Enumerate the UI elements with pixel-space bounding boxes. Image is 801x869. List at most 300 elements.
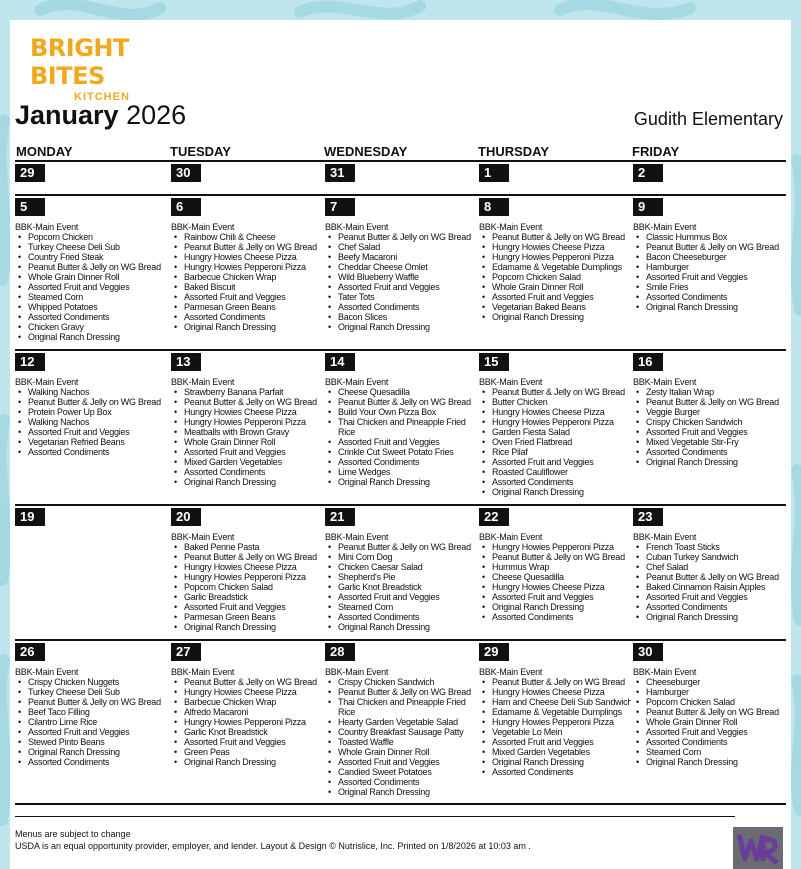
menu-item: • Hungry Howies Pepperoni Pizza: [171, 262, 323, 272]
event-label: BBK-Main Event: [479, 377, 543, 387]
menu-item: • Veggie Burger: [633, 407, 785, 417]
day-cell-friday: [631, 196, 785, 349]
menu-item: • Original Ranch Dressing: [479, 602, 631, 612]
menu-item: • Peanut Butter & Jelly on WG Bread: [171, 677, 323, 687]
menu-item: • Assorted Condiments: [633, 292, 785, 302]
day-menu: [479, 222, 631, 322]
day-menu: [479, 667, 631, 777]
brand-sub: KITCHEN: [74, 91, 130, 103]
day-number: 19: [15, 508, 45, 526]
menu-item: • Bacon Slices: [325, 312, 477, 322]
day-number: 5: [15, 198, 45, 216]
menu-item: • Peanut Butter & Jelly on WG Bread: [479, 387, 631, 397]
menu-item: • Assorted Fruit and Veggies: [171, 292, 323, 302]
menu-item: • Garden Fiesta Salad: [479, 427, 631, 437]
menu-item: • Whipped Potatoes: [15, 302, 167, 312]
menu-item: • Lime Wedges: [325, 467, 477, 477]
day-menu: [633, 532, 785, 622]
menu-item: • Beefy Macaroni: [325, 252, 477, 262]
day-number: 20: [171, 508, 201, 526]
event-label: BBK-Main Event: [325, 532, 389, 542]
menu-item: • Toasted Waffle: [325, 737, 477, 747]
menu-item: • Peanut Butter & Jelly on WG Bread: [15, 262, 167, 272]
event-label: BBK-Main Event: [171, 377, 235, 387]
menu-item: • Alfredo Macaroni: [171, 707, 323, 717]
menu-item: • Original Ranch Dressing: [171, 477, 323, 487]
day-number: 29: [479, 643, 509, 661]
menu-item: • Mixed Garden Vegetables: [171, 457, 323, 467]
menu-item: • Original Ranch Dressing: [325, 477, 477, 487]
menu-item: • Shepherd's Pie: [325, 572, 477, 582]
day-cell-monday: [15, 196, 169, 349]
menu-item-list: [633, 542, 785, 622]
menu-item: • Assorted Condiments: [15, 757, 167, 767]
day-number: 30: [171, 164, 201, 182]
footer-rule: [15, 816, 735, 817]
day-cell-wednesday: [323, 506, 477, 639]
event-label: BBK-Main Event: [633, 222, 697, 232]
day-number: 31: [325, 164, 355, 182]
menu-item-list: [15, 677, 167, 767]
day-menu: [171, 667, 323, 767]
day-number: 30: [633, 643, 663, 661]
menu-item: • Assorted Fruit and Veggies: [325, 592, 477, 602]
menu-item: • Wild Blueberry Waffle: [325, 272, 477, 282]
menu-item: • Rainbow Chili & Cheese: [171, 232, 323, 242]
menu-item: • Roasted Cauliflower: [479, 467, 631, 477]
menu-item: • Assorted Fruit and Veggies: [325, 282, 477, 292]
day-cell-tuesday: [169, 506, 323, 639]
menu-item-list: [171, 387, 323, 487]
menu-item: • Cuban Turkey Sandwich: [633, 552, 785, 562]
week-row: [15, 349, 786, 504]
menu-item: • Original Ranch Dressing: [479, 312, 631, 322]
menu-item: • Popcorn Chicken Salad: [479, 272, 631, 282]
menu-item: • Peanut Butter & Jelly on WG Bread: [325, 232, 477, 242]
day-cell-thursday: [477, 351, 631, 504]
menu-item: • Classic Hummus Box: [633, 232, 785, 242]
menu-item: • Hungry Howies Pepperoni Pizza: [479, 542, 631, 552]
week-row: [15, 639, 786, 804]
menu-item: • Chicken Gravy: [15, 322, 167, 332]
menu-item: • Original Ranch Dressing: [171, 622, 323, 632]
year: 2026: [126, 100, 187, 130]
weekday-monday: MONDAY: [16, 144, 73, 159]
day-menu: [171, 222, 323, 332]
menu-item: • Hamburger: [633, 262, 785, 272]
menu-item: • Country Breakfast Sausage Patty: [325, 727, 477, 737]
day-number: 12: [15, 353, 45, 371]
day-number: 7: [325, 198, 355, 216]
event-label: BBK-Main Event: [633, 377, 697, 387]
day-menu: [325, 222, 477, 332]
menu-item: • Assorted Fruit and Veggies: [171, 737, 323, 747]
menu-item: • Garlic Knot Breadstick: [171, 727, 323, 737]
menu-item: • Build Your Own Pizza Box: [325, 407, 477, 417]
menu-item: • Peanut Butter & Jelly on WG Bread: [15, 397, 167, 407]
day-number: 15: [479, 353, 509, 371]
menu-item: • Hungry Howies Cheese Pizza: [479, 242, 631, 252]
menu-item: • Peanut Butter & Jelly on WG Bread: [633, 242, 785, 252]
menu-item-list: [479, 232, 631, 322]
menu-item: • Assorted Condiments: [479, 612, 631, 622]
menu-item: • Hungry Howies Cheese Pizza: [479, 407, 631, 417]
menu-item: • Rice Pilaf: [479, 447, 631, 457]
menu-item: • Country Fried Steak: [15, 252, 167, 262]
menu-item: • Beef Taco Filling: [15, 707, 167, 717]
menu-item: • Cilantro Lime Rice: [15, 717, 167, 727]
menu-item-list: [325, 232, 477, 332]
day-menu: [15, 377, 167, 457]
calendar-grid: [15, 144, 786, 804]
month-name: January: [15, 100, 119, 130]
brand-logo: [30, 34, 160, 104]
menu-item: • Assorted Condiments: [171, 467, 323, 477]
day-cell-wednesday: [323, 351, 477, 504]
menu-item: • Crispy Chicken Nuggets: [15, 677, 167, 687]
menu-item: • Hungry Howies Pepperoni Pizza: [479, 252, 631, 262]
day-cell-tuesday: [169, 196, 323, 349]
day-cell-wednesday: [323, 162, 477, 194]
event-label: BBK-Main Event: [15, 222, 79, 232]
menu-item: • Baked Penne Pasta: [171, 542, 323, 552]
menu-item: • Peanut Butter & Jelly on WG Bread: [325, 542, 477, 552]
menu-item: • Hungry Howies Pepperoni Pizza: [171, 717, 323, 727]
day-cell-friday: [631, 162, 785, 194]
menu-item-list: [171, 677, 323, 767]
menu-item: • Edamame & Vegetable Dumplings: [479, 707, 631, 717]
menu-item: • Green Peas: [171, 747, 323, 757]
day-cell-thursday: [477, 196, 631, 349]
day-number: 27: [171, 643, 201, 661]
menu-item: • Original Ranch Dressing: [633, 757, 785, 767]
menu-item: • Peanut Butter & Jelly on WG Bread: [479, 232, 631, 242]
menu-item: • Original Ranch Dressing: [633, 612, 785, 622]
menu-item: • Stewed Pinto Beans: [15, 737, 167, 747]
day-number: 16: [633, 353, 663, 371]
menu-item: • Peanut Butter & Jelly on WG Bread: [325, 397, 477, 407]
menu-item: • Oven Fried Flatbread: [479, 437, 631, 447]
menu-item: • Thai Chicken and Pineapple Fried Rice: [325, 697, 477, 717]
menu-item: • Peanut Butter & Jelly on WG Bread: [171, 552, 323, 562]
menu-item: • Peanut Butter & Jelly on WG Bread: [633, 397, 785, 407]
menu-item: • Peanut Butter & Jelly on WG Bread: [479, 552, 631, 562]
day-cell-thursday: [477, 641, 631, 804]
footer-usda-notice: USDA is an equal opportunity provider, employer, and lender. Layout & Design © Nutrislice, Inc. Printed on 1/8/2026 at 10:03 am .: [15, 841, 531, 851]
menu-item: • Assorted Fruit and Veggies: [633, 727, 785, 737]
footer: [15, 828, 735, 852]
day-number: 9: [633, 198, 663, 216]
menu-item: • Original Ranch Dressing: [325, 787, 477, 797]
menu-item: • Whole Grain Dinner Roll: [15, 272, 167, 282]
menu-item: • Original Ranch Dressing: [15, 332, 167, 342]
menu-item: • Chef Salad: [325, 242, 477, 252]
event-label: BBK-Main Event: [633, 532, 697, 542]
event-label: BBK-Main Event: [171, 532, 235, 542]
day-menu: [633, 222, 785, 312]
menu-item: • Assorted Condiments: [325, 777, 477, 787]
menu-item: • Popcorn Chicken Salad: [633, 697, 785, 707]
event-label: BBK-Main Event: [479, 222, 543, 232]
menu-item: • Original Ranch Dressing: [325, 322, 477, 332]
day-cell-friday: [631, 641, 785, 804]
day-menu: [325, 377, 477, 487]
day-number: 21: [325, 508, 355, 526]
menu-item: • Assorted Fruit and Veggies: [15, 282, 167, 292]
menu-item: • Assorted Fruit and Veggies: [325, 757, 477, 767]
menu-item-list: [479, 542, 631, 622]
menu-item: • Hungry Howies Cheese Pizza: [171, 562, 323, 572]
event-label: BBK-Main Event: [325, 667, 389, 677]
menu-item: • Hungry Howies Pepperoni Pizza: [171, 417, 323, 427]
day-cell-tuesday: [169, 162, 323, 194]
weekday-wednesday: WEDNESDAY: [324, 144, 408, 159]
day-cell-monday: [15, 641, 169, 804]
menu-item: • Tater Tots: [325, 292, 477, 302]
menu-item: • Hungry Howies Pepperoni Pizza: [479, 417, 631, 427]
menu-item: • Assorted Fruit and Veggies: [15, 727, 167, 737]
menu-item-list: [325, 542, 477, 632]
menu-item: • Hungry Howies Cheese Pizza: [171, 407, 323, 417]
menu-item: • Baked Cinnamon Raisin Apples: [633, 582, 785, 592]
event-label: BBK-Main Event: [479, 667, 543, 677]
day-number: 28: [325, 643, 355, 661]
menu-item: • Assorted Fruit and Veggies: [479, 737, 631, 747]
menu-item: • Original Ranch Dressing: [15, 747, 167, 757]
menu-item-list: [171, 542, 323, 632]
menu-item: • Assorted Fruit and Veggies: [479, 292, 631, 302]
menu-item: • Garlic Knot Breadstick: [325, 582, 477, 592]
menu-item: • Assorted Fruit and Veggies: [479, 457, 631, 467]
day-cell-friday: [631, 506, 785, 639]
menu-item: • Garlic Breadstick: [171, 592, 323, 602]
menu-item-list: [479, 387, 631, 497]
menu-item: • Baked Biscuit: [171, 282, 323, 292]
menu-item: • Popcorn Chicken: [15, 232, 167, 242]
event-label: BBK-Main Event: [479, 532, 543, 542]
menu-item: • Peanut Butter & Jelly on WG Bread: [633, 707, 785, 717]
day-number: 13: [171, 353, 201, 371]
event-label: BBK-Main Event: [15, 377, 79, 387]
menu-item: • Assorted Condiments: [171, 312, 323, 322]
menu-item-list: [15, 232, 167, 342]
weekday-friday: FRIDAY: [632, 144, 680, 159]
menu-item: • Vegetarian Refried Beans: [15, 437, 167, 447]
menu-item: • Hungry Howies Cheese Pizza: [171, 252, 323, 262]
weekday-thursday: THURSDAY: [478, 144, 550, 159]
menu-item: • Assorted Condiments: [633, 447, 785, 457]
menu-item: • Turkey Cheese Deli Sub: [15, 687, 167, 697]
page-title: [15, 100, 186, 131]
menu-item-list: [325, 677, 477, 797]
menu-item-list: [171, 232, 323, 332]
day-menu: [633, 667, 785, 767]
day-cell-wednesday: [323, 196, 477, 349]
day-menu: [171, 377, 323, 487]
menu-item: • Hungry Howies Pepperoni Pizza: [479, 717, 631, 727]
menu-item: • Hungry Howies Pepperoni Pizza: [171, 572, 323, 582]
day-cell-friday: [631, 351, 785, 504]
menu-item: • Chef Salad: [633, 562, 785, 572]
menu-item: • Cheese Quesadilla: [479, 572, 631, 582]
menu-item: • Mixed Vegetable Stir-Fry: [633, 437, 785, 447]
menu-item-list: [633, 232, 785, 312]
menu-item: • Mixed Garden Vegetables: [479, 747, 631, 757]
menu-item: • Hummus Wrap: [479, 562, 631, 572]
day-menu: [479, 377, 631, 497]
menu-item: • Parmesan Green Beans: [171, 302, 323, 312]
menu-item: • Strawberry Banana Parfait: [171, 387, 323, 397]
day-number: 2: [633, 164, 663, 182]
menu-item: • Assorted Condiments: [325, 612, 477, 622]
event-label: BBK-Main Event: [325, 377, 389, 387]
grid-bottom-rule: [15, 803, 786, 805]
menu-item: • Hearty Garden Vegetable Salad: [325, 717, 477, 727]
menu-item: • Candied Sweet Potatoes: [325, 767, 477, 777]
menu-item-list: [633, 387, 785, 467]
menu-item: • Assorted Fruit and Veggies: [633, 272, 785, 282]
menu-item-list: [479, 677, 631, 777]
menu-item: • Hungry Howies Cheese Pizza: [479, 687, 631, 697]
menu-item: • Assorted Fruit and Veggies: [633, 592, 785, 602]
day-menu: [171, 532, 323, 632]
menu-item: • Whole Grain Dinner Roll: [325, 747, 477, 757]
menu-item: • Barbecue Chicken Wrap: [171, 697, 323, 707]
day-number: 1: [479, 164, 509, 182]
day-number: 14: [325, 353, 355, 371]
weekday-tuesday: TUESDAY: [170, 144, 231, 159]
menu-item: • Hungry Howies Cheese Pizza: [171, 687, 323, 697]
day-menu: [15, 667, 167, 767]
menu-item: • Cheeseburger: [633, 677, 785, 687]
nutrislice-badge-icon: [733, 827, 783, 869]
day-cell-thursday: [477, 162, 631, 194]
menu-item: • Parmesan Green Beans: [171, 612, 323, 622]
menu-sheet: [10, 20, 791, 869]
menu-item: • Assorted Fruit and Veggies: [171, 602, 323, 612]
menu-item: • Protein Power Up Box: [15, 407, 167, 417]
menu-item-list: [325, 387, 477, 487]
menu-item: • Crispy Chicken Sandwich: [633, 417, 785, 427]
day-menu: [633, 377, 785, 467]
menu-item: • Thai Chicken and Pineapple Fried Rice: [325, 417, 477, 437]
menu-item: • Original Ranch Dressing: [325, 622, 477, 632]
menu-item: • Barbecue Chicken Wrap: [171, 272, 323, 282]
menu-item: • Peanut Butter & Jelly on WG Bread: [171, 397, 323, 407]
day-number: 29: [15, 164, 45, 182]
menu-item: • Walking Nachos: [15, 417, 167, 427]
day-cell-thursday: [477, 506, 631, 639]
menu-item: • Smile Fries: [633, 282, 785, 292]
day-number: 22: [479, 508, 509, 526]
menu-item: • Peanut Butter & Jelly on WG Bread: [171, 242, 323, 252]
week-row: [15, 160, 786, 194]
menu-item: • Walking Nachos: [15, 387, 167, 397]
event-label: BBK-Main Event: [325, 222, 389, 232]
menu-item: • Peanut Butter & Jelly on WG Bread: [479, 677, 631, 687]
day-cell-tuesday: [169, 351, 323, 504]
menu-item: • Vegetable Lo Mein: [479, 727, 631, 737]
menu-item: • Chicken Caesar Salad: [325, 562, 477, 572]
menu-item: • French Toast Sticks: [633, 542, 785, 552]
menu-item: • Crinkle Cut Sweet Potato Fries: [325, 447, 477, 457]
menu-item: • Popcorn Chicken Salad: [171, 582, 323, 592]
menu-item-list: [633, 677, 785, 767]
menu-item: • Original Ranch Dressing: [171, 757, 323, 767]
event-label: BBK-Main Event: [171, 222, 235, 232]
menu-item: • Assorted Condiments: [325, 457, 477, 467]
day-cell-tuesday: [169, 641, 323, 804]
school-name: Gudith Elementary: [633, 109, 783, 129]
week-row: [15, 194, 786, 349]
menu-item: • Ham and Cheese Deli Sub Sandwich: [479, 697, 631, 707]
day-menu: [479, 532, 631, 622]
menu-item: • Steamed Corn: [325, 602, 477, 612]
menu-item: • Peanut Butter & Jelly on WG Bread: [15, 697, 167, 707]
menu-item-list: [15, 387, 167, 457]
day-menu: [325, 532, 477, 632]
menu-item: • Assorted Condiments: [479, 477, 631, 487]
menu-item: • Whole Grain Dinner Roll: [633, 717, 785, 727]
menu-item: • Hungry Howies Cheese Pizza: [479, 582, 631, 592]
day-number: 6: [171, 198, 201, 216]
weekday-header-row: [15, 144, 786, 160]
menu-item: • Peanut Butter & Jelly on WG Bread: [325, 687, 477, 697]
menu-item: • Peanut Butter & Jelly on WG Bread: [633, 572, 785, 582]
footer-disclaimer: Menus are subject to change: [15, 829, 131, 839]
menu-item: • Crispy Chicken Sandwich: [325, 677, 477, 687]
menu-item: • Assorted Condiments: [633, 602, 785, 612]
menu-item: • Steamed Corn: [15, 292, 167, 302]
day-number: 23: [633, 508, 663, 526]
day-menu: [15, 222, 167, 342]
event-label: BBK-Main Event: [15, 667, 79, 677]
day-menu: [325, 667, 477, 797]
week-row: [15, 504, 786, 639]
menu-item: • Whole Grain Dinner Roll: [171, 437, 323, 447]
menu-item: • Assorted Fruit and Veggies: [171, 447, 323, 457]
menu-item: • Steamed Corn: [633, 747, 785, 757]
brand-name: BRIGHT BITES: [30, 34, 129, 90]
day-number: 26: [15, 643, 45, 661]
menu-item: • Assorted Condiments: [325, 302, 477, 312]
menu-item: • Butter Chicken: [479, 397, 631, 407]
menu-item: • Assorted Condiments: [479, 767, 631, 777]
event-label: BBK-Main Event: [171, 667, 235, 677]
menu-item: • Assorted Fruit and Veggies: [633, 427, 785, 437]
menu-item: • Original Ranch Dressing: [633, 457, 785, 467]
menu-item: • Original Ranch Dressing: [479, 757, 631, 767]
menu-item: • Mini Corn Dog: [325, 552, 477, 562]
menu-item: • Hamburger: [633, 687, 785, 697]
menu-item: • Bacon Cheeseburger: [633, 252, 785, 262]
menu-item: • Assorted Fruit and Veggies: [325, 437, 477, 447]
menu-item: • Assorted Fruit and Veggies: [479, 592, 631, 602]
menu-item: • Vegetarian Baked Beans: [479, 302, 631, 312]
menu-item: • Original Ranch Dressing: [633, 302, 785, 312]
menu-item: • Whole Grain Dinner Roll: [479, 282, 631, 292]
menu-item: • Original Ranch Dressing: [479, 487, 631, 497]
menu-item: • Edamame & Vegetable Dumplings: [479, 262, 631, 272]
menu-item: • Turkey Cheese Deli Sub: [15, 242, 167, 252]
menu-item: • Cheese Quesadilla: [325, 387, 477, 397]
day-cell-monday: [15, 506, 169, 639]
day-number: 8: [479, 198, 509, 216]
day-cell-monday: [15, 162, 169, 194]
menu-item: • Cheddar Cheese Omlet: [325, 262, 477, 272]
menu-item: • Meatballs with Brown Gravy: [171, 427, 323, 437]
menu-item: • Zesty Italian Wrap: [633, 387, 785, 397]
